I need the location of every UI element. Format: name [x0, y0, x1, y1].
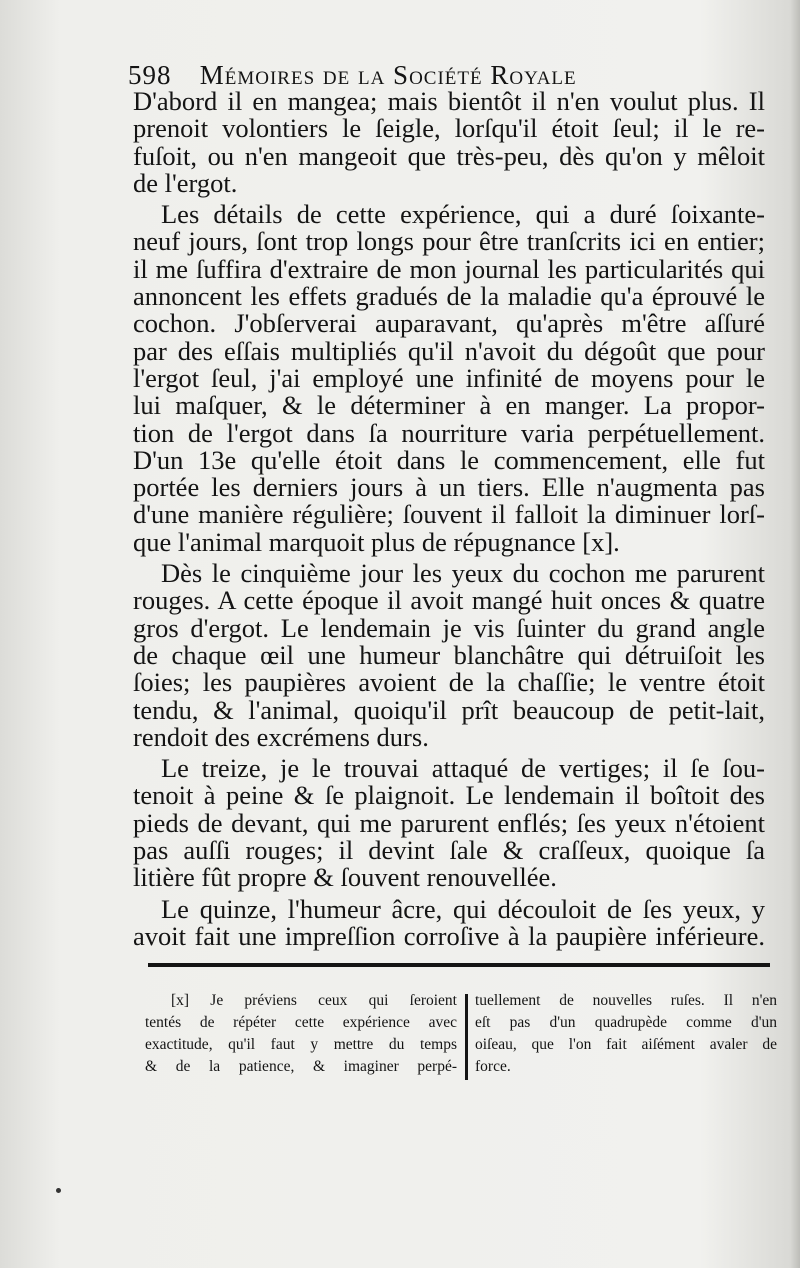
footnote-line: [x] Je préviens ceux qui ſeroient — [171, 992, 457, 1009]
text-line: Le quinze, l'humeur âcre, qui découloit de ſes yeux, y — [161, 893, 765, 924]
footnote-column-left — [145, 990, 457, 1078]
footnote-line: tuellement de nouvelles ruſes. Il n'en — [475, 992, 777, 1009]
text-line: l'ergot ſeul, j'ai employé une infinité de moyens pour le — [133, 362, 765, 393]
footnote-column-right — [475, 990, 777, 1078]
text-line: pieds de devant, qui me parurent enflés; ſes yeux n'étoient — [133, 807, 765, 838]
text-line: pas auſſi rouges; il devint ſale & craſſeux, quoique ſa — [133, 835, 765, 866]
text-line: lui maſquer, & le déterminer à en manger. La propor- — [133, 390, 765, 421]
text-line: de l'ergot. — [133, 167, 238, 198]
text-line: il me ſuffira d'extraire de mon journal les particularités qui — [133, 253, 765, 284]
page-number: 598 — [128, 60, 172, 90]
text-line: tendu, & l'animal, quoiqu'il prît beaucoup de petit-lait, — [133, 694, 765, 725]
footnote-line: exactitude, qu'il faut y mettre du temps — [145, 1036, 457, 1053]
text-line: tion de l'ergot dans ſa nourriture varia perpétuellement. — [133, 417, 765, 448]
text-line: de chaque œil une humeur blanchâtre qui détruiſoit les — [133, 639, 765, 670]
text-line: Les détails de cette expérience, qui a duré ſoixante- — [161, 199, 765, 230]
text-line: rendoit des excrémens durs. — [133, 721, 429, 752]
text-line: fuſoit, ou n'en mangeoit que très-peu, dès qu'on y mêloit — [133, 140, 765, 171]
text-line: Le treize, je le trouvai attaqué de vertiges; il ſe ſou- — [161, 753, 765, 784]
text-line: cochon. J'obſerverai auparavant, qu'après m'être aſſuré — [133, 308, 765, 339]
footnote-line: tentés de répéter cette expérience avec — [145, 1014, 457, 1031]
footnote-rule — [148, 963, 770, 967]
text-line: ſoies; les paupières avoient de la chaſſie; le ventre étoit — [133, 667, 765, 698]
text-line: D'un 13e qu'elle étoit dans le commencement, elle fut — [133, 444, 765, 475]
text-line: annoncent les effets gradués de la maladie qu'a éprouvé le — [133, 281, 765, 312]
text-line: Dès le cinquième jour les yeux du cochon me parurent — [161, 558, 765, 589]
text-line: prenoit volontiers le ſeigle, lorſqu'il étoit ſeul; il le re- — [133, 113, 765, 144]
footnote-line: force. — [475, 1058, 511, 1075]
running-title: Mémoires de la Société Royale — [199, 60, 577, 90]
footnote-column-divider — [465, 994, 468, 1080]
paper-speck — [56, 1188, 61, 1193]
footnotes — [145, 990, 777, 1082]
text-line: d'une manière régulière; ſouvent il falloit la diminuer lorſ- — [133, 499, 765, 530]
footnote-line: eſt pas d'un quadrupède comme d'un — [475, 1014, 777, 1031]
text-line: par des eſſais multipliés qu'il n'avoit du dégoût que pour — [133, 335, 765, 366]
text-line: portée les derniers jours à un tiers. Elle n'augmenta pas — [133, 472, 765, 503]
text-line: avoit fait une impreſſion corroſive à la paupière inférieure. — [133, 920, 765, 951]
text-line: neuf jours, ſont trop longs pour être tranſcrits ici en entier; — [133, 226, 765, 257]
body-text — [133, 88, 765, 950]
text-line: D'abord il en mangea; mais bientôt il n'en voulut plus. Il — [133, 86, 765, 116]
footnote-line: & de la patience, & imaginer perpé- — [145, 1058, 457, 1075]
text-line: rouges. A cette époque il avoit mangé huit onces & quatre — [133, 585, 765, 616]
footnote-line: oiſeau, que l'on fait aiſément avaler de — [475, 1036, 777, 1053]
text-line: gros d'ergot. Le lendemain je vis ſuinter du grand angle — [133, 612, 765, 643]
text-line: litière fût propre & ſouvent renouvellée. — [133, 862, 557, 893]
text-line: tenoit à peine & ſe plaignoit. Le lendemain il boîtoit des — [133, 780, 765, 811]
text-line: que l'animal marquoit plus de répugnance [x]. — [133, 526, 620, 557]
